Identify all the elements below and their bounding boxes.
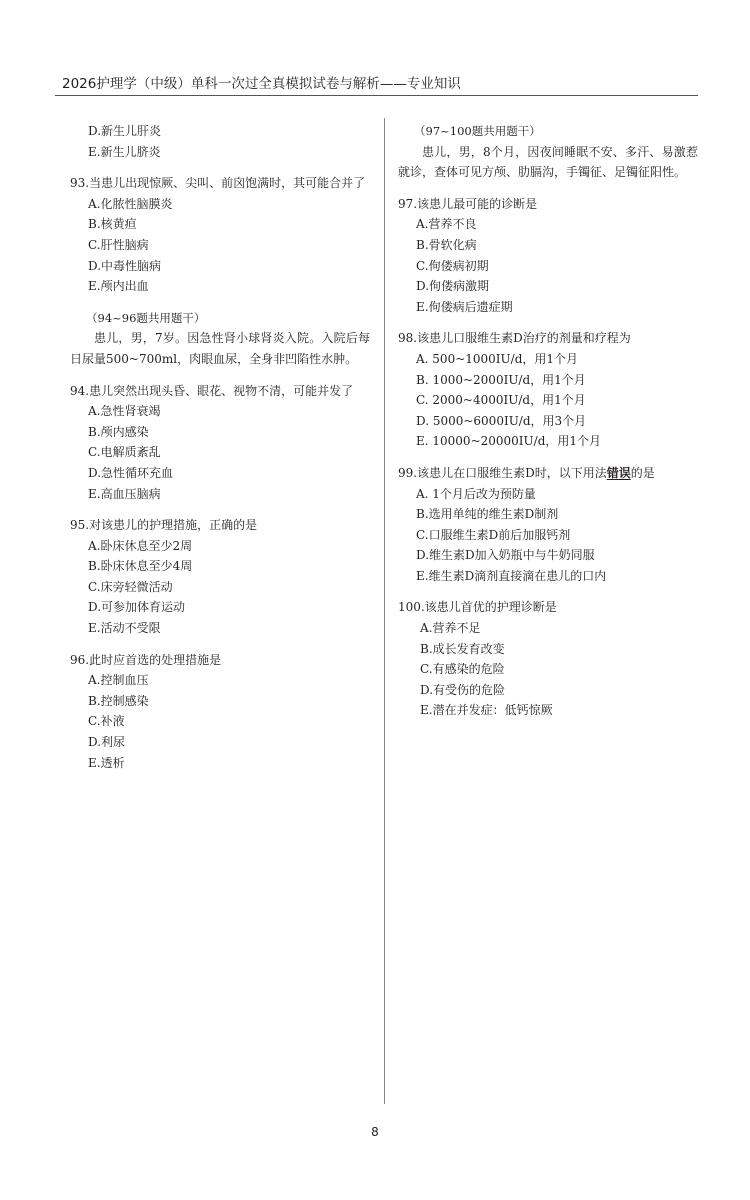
shared-stem-title: （97~100题共用题干）	[414, 124, 541, 138]
question-97	[398, 194, 698, 318]
shared-stem-title: （94~96题共用题干）	[86, 310, 206, 325]
option-c[interactable]: C.床旁轻微活动	[88, 579, 173, 594]
question-96	[70, 650, 370, 774]
left-column	[70, 121, 370, 784]
emphasis-wrong: 错误	[606, 465, 631, 480]
shared-stem-text: 患儿，男，7岁。因急性肾小球肾炎入院。入院后每日尿量500~700ml，肉眼血尿，全身非凹陷性水肿。	[70, 331, 370, 366]
shared-stem-97-100	[398, 121, 698, 183]
option-b[interactable]: B.成长发育改变	[420, 641, 505, 656]
option[interactable]: D.新生儿肝炎	[88, 124, 162, 138]
option-a[interactable]: A.急性肾衰竭	[88, 404, 161, 419]
option-d[interactable]: D. 5000~6000IU/d，用3个月	[416, 413, 587, 428]
question-stem: 93.当患儿出现惊厥、尖叫、前囟饱满时，其可能合并了	[70, 176, 366, 191]
option-c[interactable]: C.佝偻病初期	[416, 258, 489, 273]
option[interactable]: E.新生儿脐炎	[88, 144, 161, 159]
option-d[interactable]: D.维生素D加入奶瓶中与牛奶同服	[416, 548, 595, 563]
option-b[interactable]: B.卧床休息至少4周	[88, 559, 193, 574]
header-rule	[55, 95, 698, 96]
option-b[interactable]: B.选用单纯的维生素D制剂	[416, 507, 559, 522]
option-c[interactable]: C.肝性脑病	[88, 237, 149, 252]
question-95	[70, 515, 370, 639]
question-94	[70, 381, 370, 505]
carryover-options	[70, 121, 370, 162]
right-column	[398, 121, 698, 732]
option-b[interactable]: B. 1000~2000IU/d，用1个月	[416, 372, 586, 387]
question-98	[398, 328, 698, 452]
option-c[interactable]: C. 2000~4000IU/d，用1个月	[416, 393, 586, 408]
question-stem: 94.患儿突然出现头昏、眼花、视物不清，可能并发了	[70, 383, 354, 398]
shared-stem-94-96	[70, 308, 370, 370]
option-a[interactable]: A.营养不足	[420, 621, 481, 636]
option-b[interactable]: B.核黄疸	[88, 217, 137, 232]
option-d[interactable]: D.佝偻病激期	[416, 279, 490, 294]
running-header: 2026护理学（中级）单科一次过全真模拟试卷与解析——专业知识	[62, 76, 461, 92]
option-a[interactable]: A.营养不良	[416, 217, 477, 232]
option-c[interactable]: C.补液	[88, 714, 125, 729]
stem-text: 的是	[630, 465, 655, 480]
option-c[interactable]: C.电解质紊乱	[88, 445, 161, 460]
question-100	[398, 597, 698, 721]
option-e[interactable]: E. 10000~20000IU/d，用1个月	[416, 434, 602, 449]
question-stem: 95.对该患儿的护理措施，正确的是	[70, 518, 258, 533]
option-e[interactable]: E.维生素D滴剂直接滴在患儿的口内	[416, 568, 607, 583]
column-divider	[384, 118, 385, 1104]
shared-stem-text: 患儿，男，8个月，因夜间睡眠不安、多汗、易激惹就诊，查体可见方颅、肋膈沟，手镯征、足镯征阳性。	[398, 144, 698, 180]
option-d[interactable]: D.有受伤的危险	[420, 682, 506, 697]
option-e[interactable]: E.佝偻病后遗症期	[416, 299, 513, 314]
option-d[interactable]: D.中毒性脑病	[88, 258, 162, 273]
option-e[interactable]: E.高血压脑病	[88, 486, 161, 501]
option-b[interactable]: B.骨软化病	[416, 237, 477, 252]
option-b[interactable]: B.颅内感染	[88, 424, 149, 439]
question-stem: 97.该患儿最可能的诊断是	[398, 196, 538, 211]
option-a[interactable]: A.化脓性脑膜炎	[88, 196, 173, 211]
option-c[interactable]: C.有感染的危险	[420, 662, 505, 677]
option-e[interactable]: E.活动不受限	[88, 621, 161, 636]
question-stem	[398, 463, 698, 484]
page-number: 8	[371, 1125, 379, 1139]
option-e[interactable]: E.潜在并发症：低钙惊厥	[420, 703, 553, 718]
option-d[interactable]: D.利尿	[88, 735, 126, 750]
option-c[interactable]: C.口服维生素D前后加服钙剂	[416, 527, 571, 542]
option-d[interactable]: D.可参加体育运动	[88, 600, 186, 615]
option-e[interactable]: E.颅内出血	[88, 279, 149, 294]
option-d[interactable]: D.急性循环充血	[88, 465, 174, 480]
option-a[interactable]: A. 500~1000IU/d，用1个月	[416, 351, 579, 366]
question-99	[398, 463, 698, 587]
option-a[interactable]: A. 1个月后改为预防量	[416, 486, 536, 501]
option-a[interactable]: A.卧床休息至少2周	[88, 538, 193, 553]
question-93	[70, 173, 370, 297]
option-b[interactable]: B.控制感染	[88, 693, 149, 708]
question-stem: 96.此时应首选的处理措施是	[70, 652, 222, 667]
question-stem: 98.该患儿口服维生素D治疗的剂量和疗程为	[398, 331, 631, 346]
option-a[interactable]: A.控制血压	[88, 673, 149, 688]
question-stem: 100.该患儿首优的护理诊断是	[398, 600, 557, 615]
option-e[interactable]: E.透析	[88, 755, 125, 770]
stem-text: 99.该患儿在口服维生素D时，以下用法	[398, 465, 607, 480]
